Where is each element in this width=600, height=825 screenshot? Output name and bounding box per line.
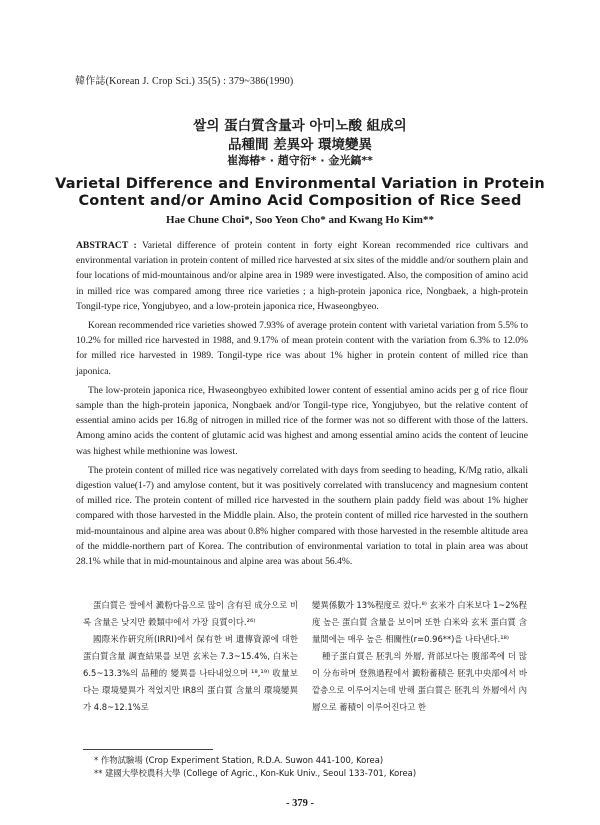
page-number: - 379 -	[286, 798, 314, 809]
body-column-left	[83, 597, 298, 716]
footnote-divider	[83, 749, 213, 750]
abstract-paragraph-1	[76, 238, 528, 314]
english-title-line-2: Content and/or Amino Acid Composition of Rice Seed	[78, 193, 522, 209]
body-column-right	[312, 597, 527, 716]
footnote-2: ** 建國大學校農科大學 (College of Agric., Kon-Kuk Univ., Seoul 133-701, Korea)	[94, 768, 417, 778]
abstract-label: ABSTRACT :	[76, 240, 137, 251]
body-right-paragraph-1: 變異係數가 13%程度로 컸다.⁸⁾ 玄米가 白米보다 1~2%程度 높은 蛋白質 含量을 보이며 또한 白米와 玄米 蛋白質 含量間에는 매우 높은 相關性(r=0.96**)을 나타낸다.¹⁸⁾	[312, 600, 527, 644]
abstract-paragraph-3: The low-protein japonica rice, Hwaseongbyeo exhibited lower content of essential amino acids per g of rice flour sample than the high-protein japonica, Nongbaek and/or Tongil-type rice, Yongjubyeo, but the relative content of essential amino acids per 16.8g of nitrogen in milled rice of the former was not so different with those of the latters. Among amino acids the content of glutamic acid was highest and among essential amino acids the content of leucine was highest while methionine was lowest.	[76, 384, 528, 457]
abstract-text-1: Varietal difference of protein content in forty eight Korean recommended rice cultivars and environmental variation in protein content of milled rice harvested at six sites of the middle and/or southern plain and four locations of mid-mountainous and/or alpine area in 1989 were investigated. Also, the composition of amino acid in milled rice was compared among three rice varieties ; a high-protein japonica rice, Nongbaek, a high-protein Tongil-type rice, Yongjubyeo, and a low-protein japonica rice, Hwaseongbyeo.	[76, 240, 528, 312]
body-left-paragraph-2: 國際米作硏究所(IRRI)에서 保有한 벼 遺傳資源에 대한 蛋白質含量 調査結果를 보면 玄米는 7.3~15.4%, 白米는 6.5~13.3%의 品種的 變異를 나타내었으며 ¹⁸,¹⁹⁾ 收量보다는 環境變異가 적었지만 IR8의 蛋白質 含量의 環境變異가 4.8~12.1%로	[83, 634, 298, 712]
korean-title-line-2: 品種間 差異와 環境變異	[228, 137, 372, 153]
journal-citation: 韓作誌(Korean J. Crop Sci.) 35(5) : 379~386(1990)	[75, 76, 294, 87]
body-left-paragraph-1: 蛋白質은 쌀에서 澱粉다음으로 많이 含有된 成分으로 비록 含量은 낮지만 穀類中에서 가장 良質이다.²⁶⁾	[83, 600, 298, 627]
english-authors: Hae Chune Choi*, Soo Yeon Cho* and Kwang Ho Kim**	[166, 214, 434, 226]
abstract-paragraph-2: Korean recommended rice varieties showed 7.93% of average protein content with varietal variation from 5.5% to 10.2% for milled rice harvested in 1988, and 9.17% of mean protein content with the variation from 6.3% to 12.0% for milled rice harvested in 1989. Tongil-type rice was about 1% higher in protein content of milled rice than japonica.	[76, 320, 528, 377]
abstract-paragraph-4: The protein content of milled rice was negatively correlated with days from seeding to heading, K/Mg ratio, alkali digestion value(1-7) and amylose content, but it was positively correlated with translucency and magnesium content of milled rice. The protein content of milled rice harvested in the southern plain paddy field was about 1% higher compared with those harvested in the Middle plain. Also, the protein content of milled rice harvested in the southern mid-mountainous and alpine area was about 0.8% higher compared with those harvested in the resemble altitude area of the middle-northern part of Korea. The contribution of environmental variation to total in plain area was about 28.1% while that in mid-mountainous and alpine area was about 56.4%.	[76, 464, 528, 568]
korean-authors: 崔海椿* · 趙守衍* · 金光鎬**	[227, 154, 373, 167]
english-title-line-1: Varietal Difference and Environmental Variation in Protein	[55, 176, 545, 192]
abstract	[76, 238, 528, 573]
footnote-1: * 作物試驗場 (Crop Experiment Station, R.D.A. Suwon 441-100, Korea)	[94, 755, 384, 765]
korean-title-line-1: 쌀의 蛋白質含量과 아미노酸 組成의	[193, 118, 407, 134]
body-right-paragraph-2: 種子蛋白質은 胚乳의 外層, 背部보다는 腹部쪽에 더 많이 分布하며 登熟過程에서 澱粉蓄積은 胚乳中央部에서 바깥층으로 이루어지는데 반해 蛋白質은 胚乳의 外層에서 內層으로 蓄積이 이루어진다고 한	[312, 651, 527, 712]
